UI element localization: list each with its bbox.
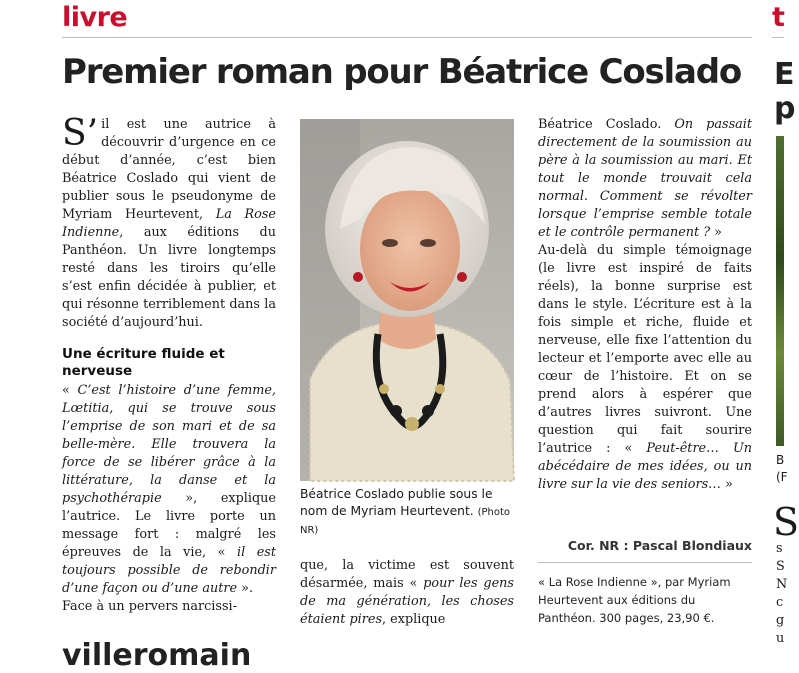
paragraph-continued: Face à un pervers narcissi- xyxy=(62,599,237,614)
quote-continuation: », explique l’autrice. Le livre porte un message fort : malgré les épreuves de la vie, « xyxy=(62,491,276,560)
quote-end: ». xyxy=(237,581,254,596)
portrait-illustration xyxy=(300,119,514,481)
quote-mark: « xyxy=(62,383,78,398)
article-headline: Premier roman pour Béatrice Coslado xyxy=(62,52,742,92)
book-title: La Rose Indienne xyxy=(62,207,276,240)
byline: Cor. NR : Pascal Blondiaux xyxy=(567,538,752,553)
quote-paragraph xyxy=(62,382,276,598)
next-section-rubric: t xyxy=(772,2,785,33)
col3-quote: On passait directement de la soumission au père à la soumission au mari. Et tout le monde trouvait cela normal. Comment se révolter lorsque l’emprise semble totale et le contrôle permanent ? xyxy=(538,117,753,240)
neighbor-photo xyxy=(776,136,784,446)
section-rubric: livre xyxy=(62,2,128,33)
rubric-divider-right xyxy=(772,37,784,38)
book-info-note: « La Rose Indienne », par Myriam Heurtevent aux éditions du Panthéon. 300 pages, 23,90 €. xyxy=(538,575,731,625)
drop-cap: S’ xyxy=(62,113,99,154)
col3-para2: Au-delà du simple témoignage (le livre est inspiré de faits réels), la bonne surprise est dans le style. L’écriture est à la fois simple et riche, fluide et nerveuse, elle fixe l’attention du lecteur et l’emporte avec elle au cœur de l’histoire. Et on se prend alors à espérer que d’autres livres suivront. Une question qui fait sourire l’autrice : « xyxy=(538,243,752,456)
col3-quote2-close: » xyxy=(720,477,733,492)
col3-quote-close: » xyxy=(710,225,723,240)
subheading: Une écriture fluide et nerveuse xyxy=(62,346,225,379)
lead-text-end: , aux éditions du Panthéon. Un livre longtemps resté dans les tiroirs qu’elle s’est enfin décidée à publier, et qui résonne terriblement dans la société d’aujourd’hui. xyxy=(62,225,276,330)
rubric-divider xyxy=(62,37,752,38)
photo-caption xyxy=(300,486,514,539)
neighbor-text: s S N c g u xyxy=(776,541,788,646)
neighbor-caption: B (F xyxy=(776,453,788,484)
article-column-3 xyxy=(538,116,752,494)
neighbor-headline: E p xyxy=(774,57,796,126)
author-quote-2: il est toujours possible de rebondir d’une façon ou d’une autre xyxy=(62,545,276,596)
style-paragraph xyxy=(538,242,752,494)
col2-after: , explique xyxy=(382,612,446,627)
lead-text: il est une autrice à découvrir d’urgence en ce début d’année, c’est bien Béatrice Coslado qui vient de publier sous le pseudonyme de Myriam Heurtevent, xyxy=(62,117,276,222)
next-article-headline: villeromain xyxy=(62,638,252,673)
col3-quote2: Peut-être… Un abécédaire de mes idées, ou un livre sur la vie des seniors… xyxy=(538,441,752,492)
article-column-2 xyxy=(300,557,514,629)
lead-paragraph xyxy=(62,113,276,332)
col3-name: Béatrice Coslado. xyxy=(538,117,675,132)
author-quote: C’est l’histoire d’une femme, Lœtitia, qui se trouve sous l’emprise de son mari et de sa belle-mère. Elle trouvera la force de se libérer grâce à la littérature, la danse et la psychothérapie xyxy=(62,383,276,506)
paragraph-continued-2 xyxy=(300,557,514,629)
author-photo xyxy=(300,119,514,481)
photo-credit: (Photo NR) xyxy=(300,507,511,536)
neighbor-drop-cap: S xyxy=(773,500,799,544)
caption-text: Béatrice Coslado publie sous le nom de Myriam Heurtevent. xyxy=(300,487,493,518)
col2-text: que, la victime est souvent désarmée, mais « xyxy=(300,558,514,591)
byline-divider xyxy=(538,562,752,563)
article-column-1 xyxy=(62,113,276,616)
col2-quote: pour les gens de ma génération, les choses étaient pires xyxy=(300,576,514,627)
quote-paragraph-3 xyxy=(538,116,752,242)
